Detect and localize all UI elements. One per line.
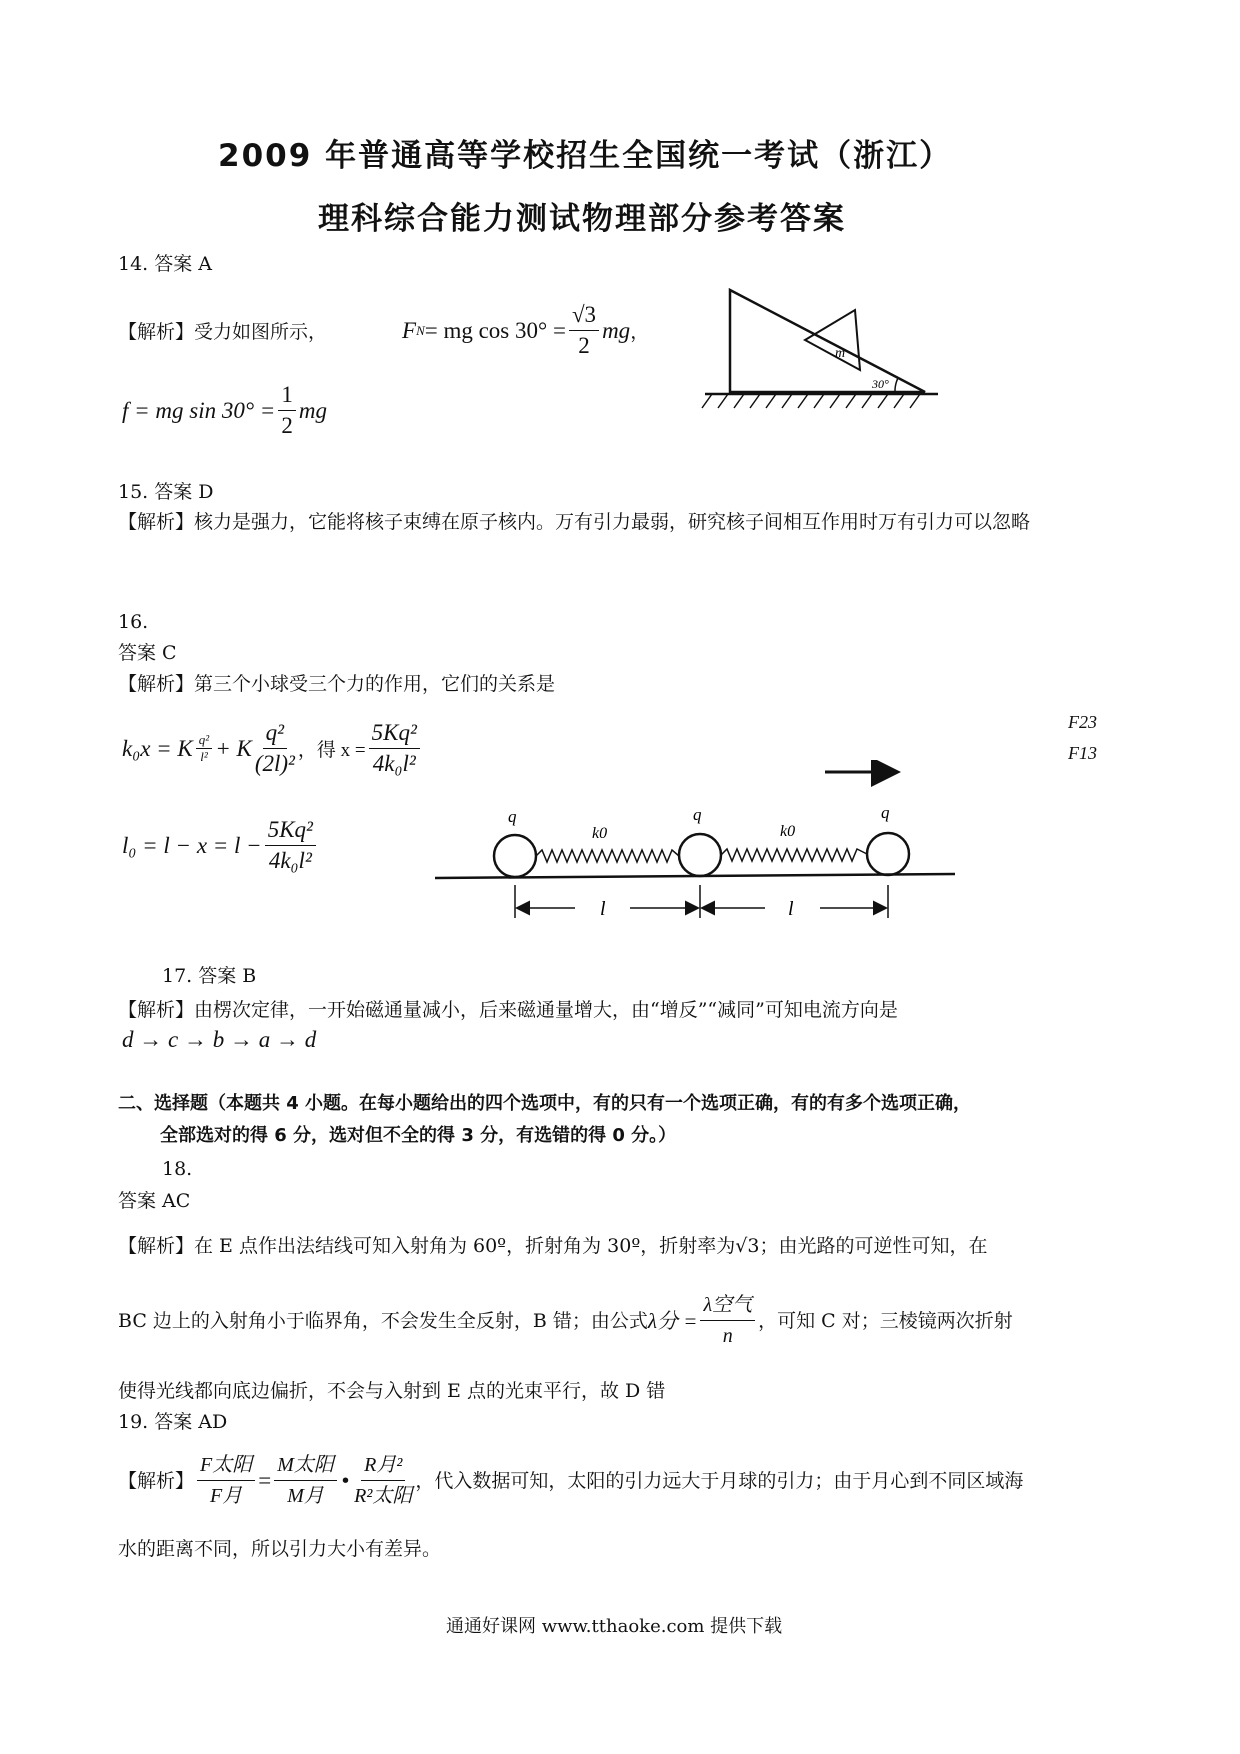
q16-analysis: 【解析】第三个小球受三个力的作用，它们的关系是 [118,673,556,695]
q16-equation-2: l₀ = l − x = l − $\frac{\text{5Kq²}}{\text{4k₀l²}}$ [122,815,319,876]
q19-answer: 19. 答案 AD [118,1411,228,1433]
q14-formula-1: F N = mg cos 30° = $\frac{√3}{2}$ mg ， [402,302,650,358]
q17-direction: d → c → b → a → d [122,1027,317,1052]
section-2-heading-line-2: 全部选对的得 6 分，选对但不全的得 3 分，有选错的得 0 分。） [160,1125,677,1146]
ball-1 [494,835,536,877]
q14-answer: 14. 答案 A [118,253,213,275]
force-label-f13: F13 [1068,743,1097,763]
q14-formula-2: f = mg sin 30° = $\frac{1}{2}$ mg [122,382,327,438]
charge-label-2: q [693,805,702,824]
force-label-f23: F23 [1068,712,1097,732]
mass-label: m [835,346,846,361]
spring-balls-figure [430,760,960,930]
length-label-1: l [600,898,606,920]
q18-number: 18. [162,1158,193,1180]
spring-label-2: k0 [780,823,796,840]
q15-analysis: 【解析】核力是强力，它能将核子束缚在原子核内。万有引力最弱，研究核子间相互作用时万有引力可以忽略 [118,511,1031,533]
title-line-2: 理科综合能力测试物理部分参考答案 [318,201,846,237]
q18-analysis-line-2: BC 边上的入射角小于临界角，不会发生全反射，B 错；由公式 λ分 = $\frac{\text{λ空气}}{n}$ ，可知 C 对；三棱镜两次折射 [118,1290,1013,1351]
footer-text: 通通好课网 www.tthaoke.com 提供下载 [446,1616,783,1637]
q18-analysis-line-3: 使得光线都向底边偏折，不会与入射到 E 点的光束平行，故 D 错 [118,1380,666,1402]
spring-2 [721,849,867,861]
q15-answer: 15. 答案 D [118,481,214,503]
angle-label: 30° [872,377,889,391]
q19-analysis-line-2: 水的距离不同，所以引力大小有差异。 [118,1538,442,1560]
q19-analysis: 【解析】 $\frac{\text{F太阳}}{\text{F月}}$ = $\frac{\text{M太阳}}{\text{M月}}$ • $\frac{\text{R月²}}{\text{R²太阳}}$ ，代入数据可知，太阳的引力远大于月球的引力；由于月心到不同区域海 [118,1450,1023,1511]
q16-answer: 答案 C [118,642,177,664]
section-2-heading-line-1: 二、选择题（本题共 4 小题。在每小题给出的四个选项中，有的只有一个选项正确，有的有多个选项正确， [118,1093,972,1114]
ball-2 [679,834,721,876]
length-label-2: l [788,898,794,920]
q16-equation-1: k₀x = K $\frac{\text{q²}}{\text{l²}}$ + K $\frac{\text{q²}}{\text{(2l)²}}$ ，得 x = $\frac{\text{5Kq²}}{\text{4k₀l²}}$ [122,718,423,779]
ball-3 [867,833,909,875]
charge-label-1: q [508,807,517,826]
incline-figure [700,282,950,422]
q14-analysis-prefix: 【解析】受力如图所示， [118,321,328,343]
charge-label-3: q [881,803,890,822]
q18-analysis-line-1: 【解析】在 E 点作出法结线可知入射角为 60º，折射角为 30º，折射率为√3；由光路的可逆性可知，在 [118,1235,988,1257]
spring-label-1: k0 [592,825,608,842]
q16-number: 16. [118,611,149,633]
title-line-1: 2009 年普通高等学校招生全国统一考试（浙江） [218,138,953,174]
spring-1 [536,850,679,862]
q17-analysis: 【解析】由楞次定律，一开始磁通量减小，后来磁通量增大，由“增反”“减同”可知电流方向是 [118,999,898,1021]
q18-answer: 答案 AC [118,1190,191,1212]
q17-answer: 17. 答案 B [162,965,257,987]
